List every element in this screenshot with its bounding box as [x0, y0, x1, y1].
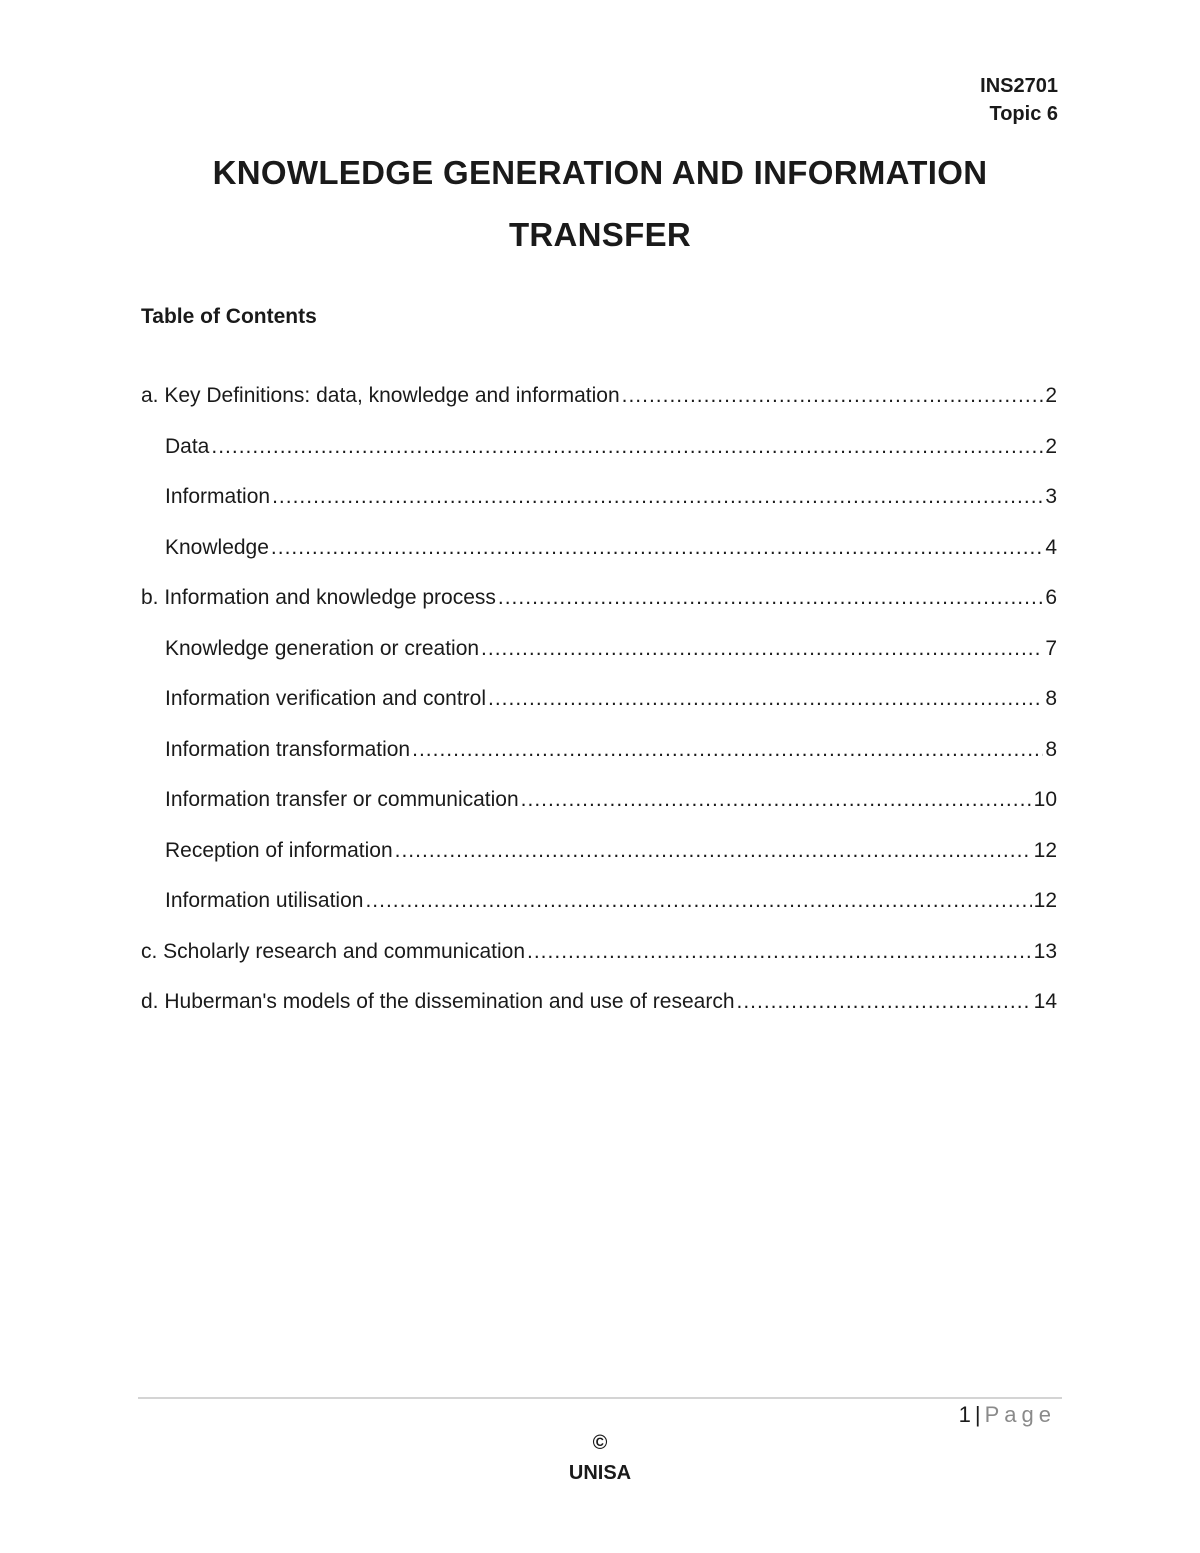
toc-leader-dots: [498, 586, 1043, 610]
toc-entry-key-definitions[interactable]: [141, 384, 1057, 435]
toc-leader-dots: [737, 990, 1032, 1014]
toc-entry-text: a. Key Definitions: data, knowledge and information: [141, 384, 620, 407]
toc-page-number: 12: [1033, 838, 1057, 862]
toc-entry-scholarly-research[interactable]: [141, 940, 1057, 991]
toc-entry-utilisation[interactable]: [141, 889, 1057, 940]
footer-divider: [138, 1397, 1062, 1399]
document-title: [140, 142, 1060, 266]
toc-page-number: 3: [1045, 485, 1057, 508]
toc-heading: Table of Contents: [141, 305, 317, 328]
toc-entry-transformation[interactable]: [141, 738, 1057, 789]
toc-page-number: 6: [1045, 586, 1057, 609]
toc-page-number: 10: [1033, 788, 1057, 811]
toc-leader-dots: [622, 384, 1044, 408]
toc-entry-knowledge-process[interactable]: [141, 586, 1057, 637]
toc-page-number: 8: [1045, 737, 1057, 761]
toc-entry-text: Data: [165, 434, 210, 458]
copyright-symbol: ©: [592, 1432, 608, 1454]
toc-entry-text: Information transfer or communication: [165, 788, 519, 811]
toc-leader-dots: [412, 738, 1043, 762]
page-number-value: 1: [958, 1402, 971, 1427]
title-line-1: KNOWLEDGE GENERATION AND INFORMATION: [212, 154, 988, 191]
toc-leader-dots: [395, 839, 1032, 863]
toc-entry-text: Knowledge: [165, 535, 269, 559]
toc-leader-dots: [521, 788, 1032, 812]
toc-page-number: 2: [1045, 384, 1057, 407]
toc-leader-dots: [488, 687, 1043, 711]
toc-entry-verification[interactable]: [141, 687, 1057, 738]
toc-leader-dots: [527, 940, 1032, 964]
toc-entry-knowledge-generation[interactable]: [141, 637, 1057, 688]
toc-page-number: 14: [1033, 990, 1057, 1013]
table-of-contents: [141, 384, 1057, 1041]
toc-page-number: 13: [1033, 939, 1057, 963]
course-code: INS2701: [980, 75, 1058, 97]
toc-entry-text: Information transformation: [165, 737, 411, 761]
toc-entry-huberman-models[interactable]: [141, 990, 1057, 1041]
page-number: [959, 1402, 1056, 1428]
toc-entry-text: Information: [165, 485, 271, 508]
toc-page-number: 7: [1045, 636, 1057, 660]
toc-entry-text: Reception of information: [165, 838, 393, 862]
topic-label: Topic 6: [989, 103, 1058, 125]
toc-entry-knowledge[interactable]: [141, 536, 1057, 587]
toc-entry-text: Knowledge generation or creation: [165, 636, 480, 660]
toc-entry-information[interactable]: [141, 485, 1057, 536]
toc-page-number: 8: [1045, 687, 1057, 710]
toc-leader-dots: [481, 637, 1043, 661]
title-line-2: TRANSFER: [508, 216, 692, 253]
toc-page-number: 4: [1045, 535, 1057, 559]
toc-entry-text: Information utilisation: [165, 889, 364, 912]
toc-entry-data[interactable]: [141, 435, 1057, 486]
organization-name: UNISA: [568, 1462, 632, 1484]
toc-entry-text: b. Information and knowledge process: [141, 586, 496, 609]
toc-leader-dots: [365, 889, 1031, 913]
page-number-separator: |: [974, 1402, 981, 1427]
toc-entry-reception[interactable]: [141, 839, 1057, 890]
copyright-block: [0, 1428, 1200, 1488]
toc-page-number: 2: [1045, 434, 1057, 458]
header-meta: [980, 72, 1058, 128]
toc-entry-text: Information verification and control: [165, 687, 486, 710]
toc-page-number: 12: [1033, 889, 1057, 912]
toc-entry-transfer[interactable]: [141, 788, 1057, 839]
toc-entry-text: d. Huberman's models of the dissemination and use of research: [141, 990, 735, 1013]
toc-leader-dots: [211, 435, 1043, 459]
page-word: Page: [984, 1402, 1056, 1427]
toc-leader-dots: [272, 485, 1043, 509]
toc-leader-dots: [271, 536, 1043, 560]
toc-entry-text: c. Scholarly research and communication: [141, 939, 526, 963]
